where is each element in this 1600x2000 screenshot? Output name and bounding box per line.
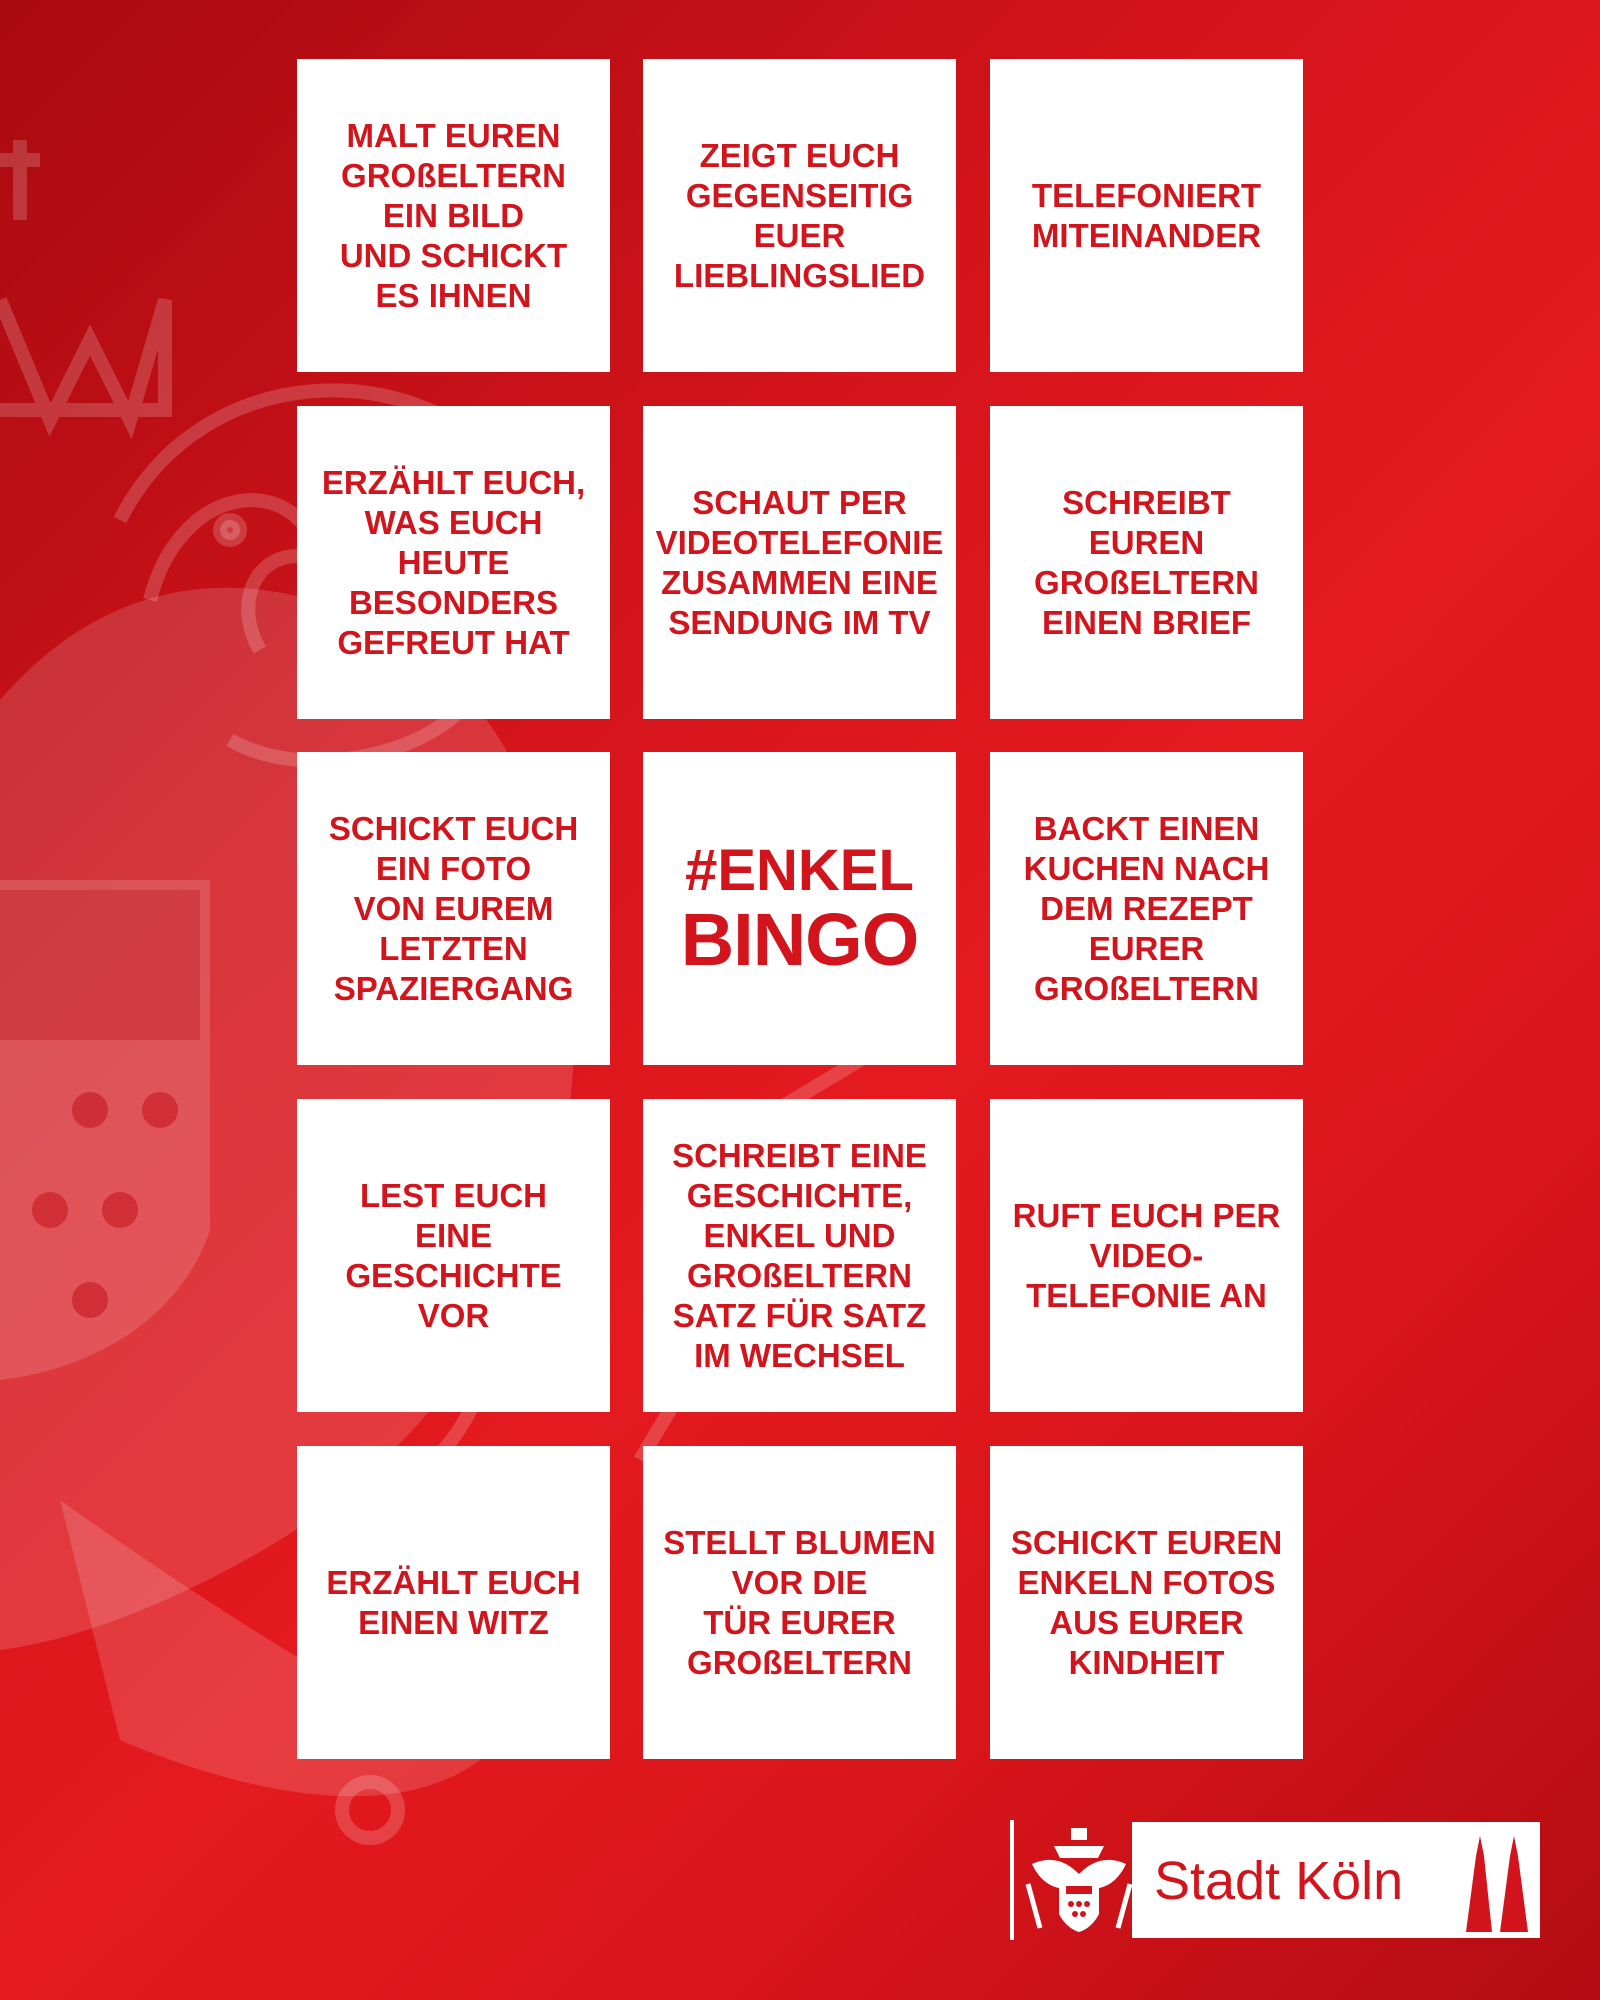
bingo-tile (990, 59, 1303, 372)
cathedral-spires-icon (1462, 1836, 1532, 1932)
tile-label: ERZÄHLT EUCH, WAS EUCH HEUTE BESONDERS GEFREUT HAT (321, 463, 586, 661)
bingo-tile (297, 752, 610, 1065)
bingo-tile (643, 406, 956, 719)
stadt-koeln-logo (1010, 1820, 1540, 1940)
bingo-tile (990, 1446, 1303, 1759)
logo-divider (1010, 1820, 1014, 1940)
bingo-center-tile (643, 752, 956, 1065)
tile-label: SCHREIBT EUREN GROßELTERN EINEN BRIEF (1034, 483, 1259, 641)
logo-wordmark-box (1132, 1822, 1540, 1938)
bingo-tile (297, 1446, 610, 1759)
city-crest-icon (1024, 1824, 1134, 1936)
tile-label: SCHAUT PER VIDEOTELEFONIE ZUSAMMEN EINE SENDUNG IM TV (655, 483, 944, 641)
bingo-tile (297, 406, 610, 719)
center-title: BINGO (680, 897, 919, 981)
center-hashtag: #ENKEL (685, 837, 914, 903)
bingo-tile (990, 752, 1303, 1065)
tile-label: SCHICKT EUCH EIN FOTO VON EUREM LETZTEN SPAZIERGANG (328, 809, 579, 1007)
tile-label: TELEFONIERT MITEINANDER (1031, 176, 1262, 254)
tile-label: LEST EUCH EINE GESCHICHTE VOR (345, 1176, 562, 1334)
bingo-tile (990, 406, 1303, 719)
tile-label: BACKT EINEN KUCHEN NACH DEM REZEPT EURER GROßELTERN (1023, 809, 1270, 1007)
bingo-tile (990, 1099, 1303, 1412)
bingo-tile (297, 1099, 610, 1412)
tile-label: STELLT BLUMEN VOR DIE TÜR EURER GROßELTERN (663, 1523, 936, 1681)
tile-label: ZEIGT EUCH GEGENSEITIG EUER LIEBLINGSLIED (673, 136, 926, 294)
tile-label: SCHREIBT EINE GESCHICHTE, ENKEL UND GROßELTERN SATZ FÜR SATZ IM WECHSEL (672, 1136, 927, 1374)
tile-label: SCHICKT EUREN ENKELN FOTOS AUS EURER KINDHEIT (1010, 1523, 1283, 1681)
logo-wordmark: Stadt Köln (1154, 1851, 1404, 1911)
bingo-tile (643, 1446, 956, 1759)
bingo-tile (297, 59, 610, 372)
bingo-tile (643, 1099, 956, 1412)
tile-label: ERZÄHLT EUCH EINEN WITZ (326, 1563, 581, 1641)
tile-label: RUFT EUCH PER VIDEO- TELEFONIE AN (1012, 1196, 1281, 1314)
bingo-tile (643, 59, 956, 372)
tile-label: MALT EUREN GROßELTERN EIN BILD UND SCHICKT ES IHNEN (339, 116, 568, 314)
